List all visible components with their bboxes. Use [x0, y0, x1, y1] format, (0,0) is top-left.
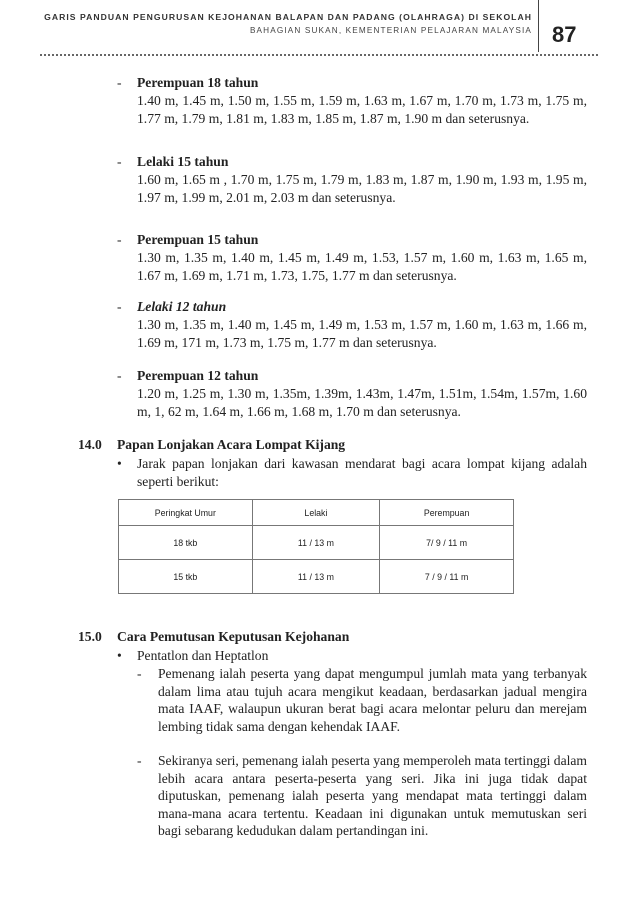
entry-title: Lelaki 15 tahun [137, 154, 229, 169]
bullet: • [117, 648, 122, 663]
entry-text: 1.20 m, 1.25 m, 1.30 m, 1.35m, 1.39m, 1.43m, 1.47m, 1.51m, 1.54m, 1.57m, 1.60 m, 1, 62 m, 1.64 m, 1.66 m, 1.68 m, 1.70 m dan seterusnya. [137, 386, 587, 419]
section-paragraph: Jarak papan lonjakan dari kawasan mendarat bagi acara lompat kijang adalah seperti berikut: [137, 456, 587, 489]
list-item: Sekiranya seri, pemenang ialah peserta yang memperoleh mata tertinggi dalam lebih acara antara peserta-peserta yang seri. Jika ini juga tidak dapat diputuskan, pemenang ialah peserta yang mendapat mata tertinggi dalam mana-mana acara tertentu. Keadaan ini digunakan untuk memutuskan seri bagi sebarang kedudukan dalam pertandingan ini. [158, 753, 587, 838]
list-dash: - [117, 232, 122, 247]
entry-text: 1.30 m, 1.35 m, 1.40 m, 1.45 m, 1.49 m, 1.53, 1.57 m, 1.60 m, 1.63 m, 1.65 m, 1.67 m, 1.69 m, 1.71 m, 1.73, 1.75, 1.77 m dan seterusnya. [137, 250, 587, 283]
list-dash: - [137, 666, 142, 681]
list-dash: - [117, 368, 122, 383]
header-subtitle: BAHAGIAN SUKAN, KEMENTERIAN PELAJARAN MALAYSIA [249, 26, 532, 35]
table-cell: 18 tkb [119, 526, 253, 560]
entry-title: Perempuan 18 tahun [137, 75, 259, 90]
page-header [0, 0, 638, 62]
section-title: Cara Pemutusan Keputusan Kejohanan [117, 629, 350, 644]
board-distance-table [118, 499, 514, 594]
header-dotted-rule [40, 54, 598, 56]
list-item: Pemenang ialah peserta yang dapat mengumpul jumlah mata yang terbanyak dalam lima atau tujuh acara mengikut keadaan, berdasarkan jadual mengira mata IAAF, walaupun ukuran berat bagi acara melontar peluru dan merejam lembing tidak sama dengan kehendak IAAF. [158, 666, 587, 734]
bullet-text: Pentatlon dan Heptatlon [137, 648, 269, 663]
table-cell: 7 / 9 / 11 m [380, 560, 514, 594]
section-number: 15.0 [78, 629, 102, 644]
entry-title: Lelaki 12 tahun [137, 299, 227, 314]
section-title: Papan Lonjakan Acara Lompat Kijang [117, 437, 346, 452]
table-cell: 15 tkb [119, 560, 253, 594]
entry-title: Perempuan 12 tahun [137, 368, 259, 383]
entry-text: 1.40 m, 1.45 m, 1.50 m, 1.55 m, 1.59 m, 1.63 m, 1.67 m, 1.70 m, 1.73 m, 1.75 m, 1.77 m, 1.79 m, 1.81 m, 1.83 m, 1.85 m, 1.87 m, 1.90 m dan seterusnya. [137, 93, 587, 126]
entry-text: 1.60 m, 1.65 m , 1.70 m, 1.75 m, 1.79 m, 1.83 m, 1.87 m, 1.90 m, 1.93 m, 1.95 m, 1.97 m, 1.99 m, 2.01 m, 2.03 m dan seterusnya. [137, 172, 587, 205]
table-cell: 7/ 9 / 11 m [380, 526, 514, 560]
column-header: Peringkat Umur [119, 500, 253, 526]
list-dash: - [117, 154, 122, 169]
table-header-row [119, 500, 514, 526]
entry-title: Perempuan 15 tahun [137, 232, 259, 247]
table-cell: 11 / 13 m [252, 526, 380, 560]
header-title: GARIS PANDUAN PENGURUSAN KEJOHANAN BALAPAN DAN PADANG (OLAHRAGA) DI SEKOLAH [44, 12, 532, 22]
list-dash: - [117, 75, 122, 90]
bullet: • [117, 456, 122, 471]
list-dash: - [137, 753, 142, 768]
list-dash: - [117, 299, 122, 314]
table-row [119, 560, 514, 594]
header-divider [538, 0, 539, 52]
section-number: 14.0 [78, 437, 102, 452]
table-row [119, 526, 514, 560]
entry-text: 1.30 m, 1.35 m, 1.40 m, 1.45 m, 1.49 m, 1.53 m, 1.57 m, 1.60 m, 1.63 m, 1.66 m, 1.69 m, 171 m, 1.73 m, 1.75 m, 1.77 m dan seterusnya. [137, 317, 587, 350]
table-cell: 11 / 13 m [252, 560, 380, 594]
column-header: Lelaki [252, 500, 380, 526]
column-header: Perempuan [380, 500, 514, 526]
page-number: 87 [552, 22, 577, 47]
